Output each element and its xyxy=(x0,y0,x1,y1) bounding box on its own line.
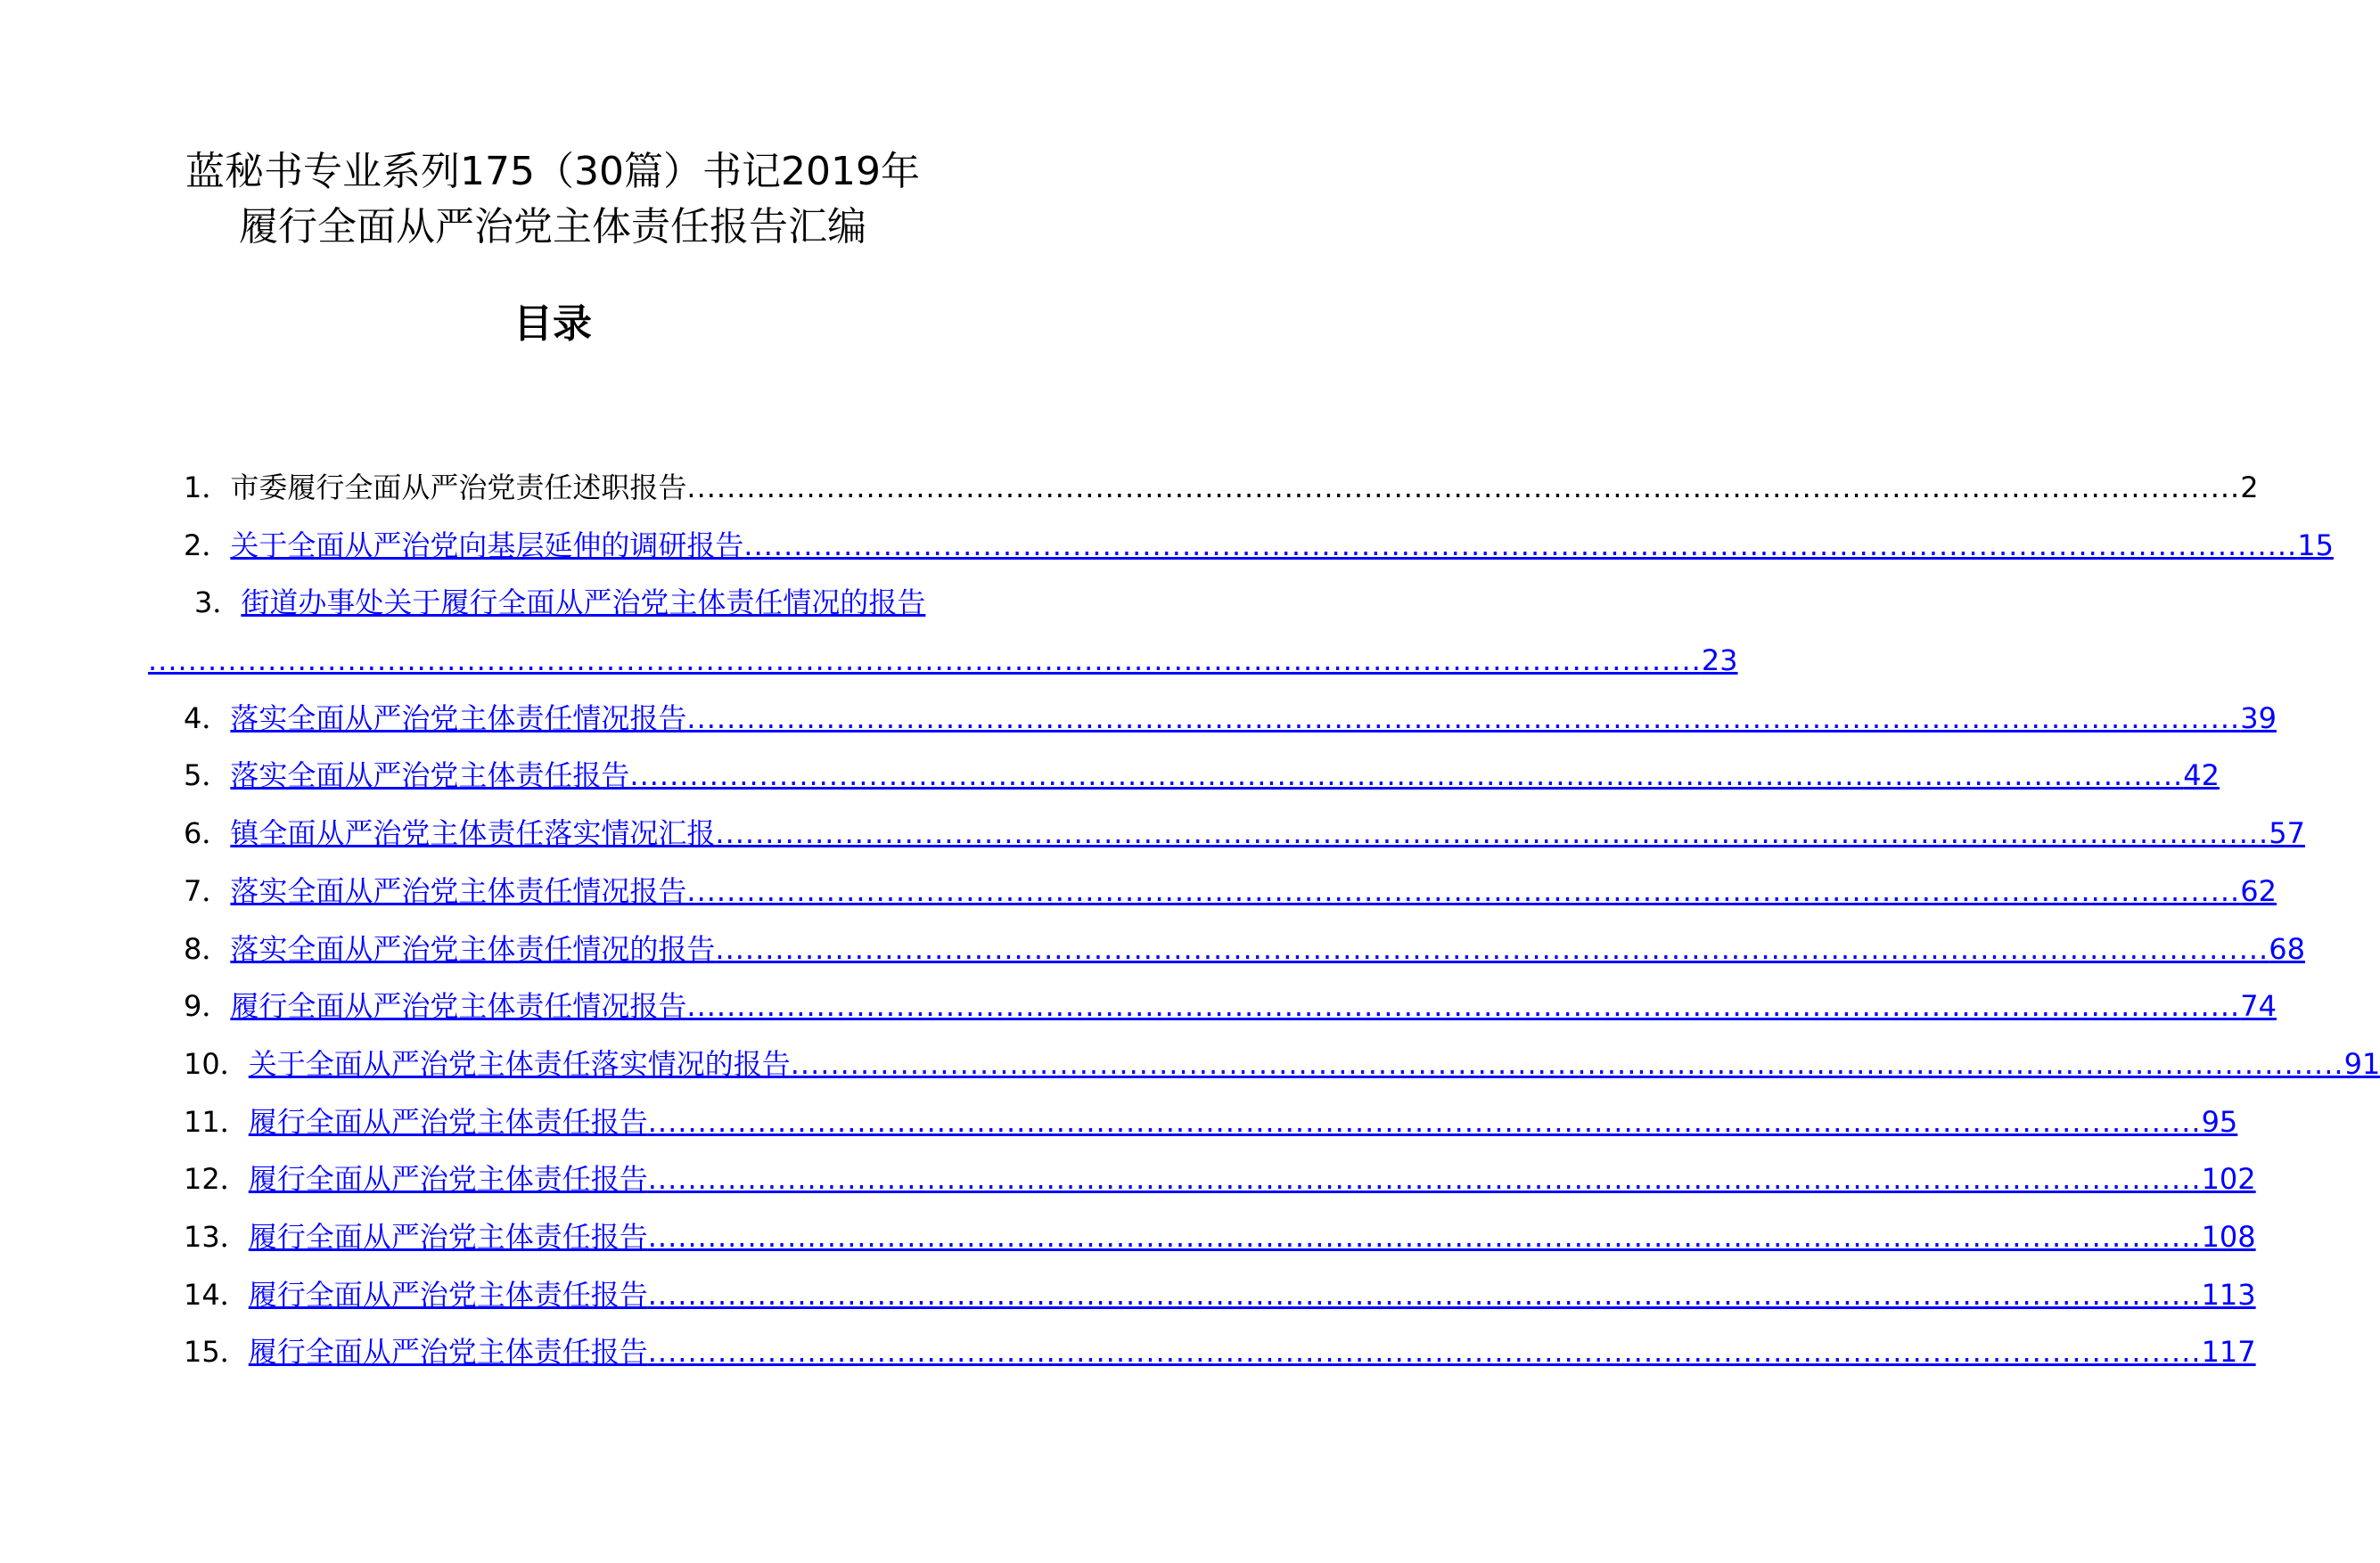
toc-entry-page[interactable]: 68 xyxy=(2269,931,2305,966)
toc-entry-page[interactable]: 62 xyxy=(2240,873,2277,908)
toc-entry-number: 10 xyxy=(184,1046,220,1081)
toc-entry-link[interactable]: 镇全面从严治党主体责任落实情况汇报 xyxy=(230,816,716,851)
toc-entry-link[interactable]: 履行全面从严治党主体责任报告 xyxy=(248,1104,648,1139)
toc-entry-page[interactable]: 15 xyxy=(2297,528,2334,562)
toc-entry-link[interactable]: 落实全面从严治党主体责任情况报告 xyxy=(230,873,687,908)
toc-entry-link[interactable]: 履行全面从严治党主体责任报告 xyxy=(248,1162,648,1197)
toc-entry-number: 12 xyxy=(184,1162,220,1197)
toc-leader-dots[interactable]: ............................................................................................................................................................ xyxy=(148,643,1702,678)
toc-entry-number: 8 xyxy=(184,931,202,966)
toc-entry-link[interactable]: 履行全面从严治党主体责任报告 xyxy=(248,1219,648,1254)
toc-leader-dots[interactable]: ............................................................................................................................................................ xyxy=(686,989,2241,1024)
toc-entry-12[interactable] xyxy=(148,1150,2256,1208)
toc-leader-dots[interactable]: ............................................................................................................................................................ xyxy=(715,816,2269,851)
toc-entry-link[interactable]: 关于全面从严治党主体责任落实情况的报告 xyxy=(248,1046,791,1081)
toc-leader-dots[interactable]: ............................................................................................................................................................ xyxy=(629,758,2184,793)
toc-entry-page[interactable]: 42 xyxy=(2183,758,2220,793)
toc-leader-dots[interactable]: ............................................................................................................................................................ xyxy=(647,1277,2202,1312)
toc-entry-15[interactable] xyxy=(148,1323,2256,1381)
toc-entry-14[interactable] xyxy=(148,1266,2256,1324)
toc-entry-number: 2 xyxy=(184,528,202,562)
toc-entry-number: 15 xyxy=(184,1335,220,1370)
table-of-contents xyxy=(148,459,2380,1381)
document-title xyxy=(89,144,1016,255)
toc-entry-title: 市委履行全面从严治党责任述职报告 xyxy=(230,471,687,504)
toc-leader-dots[interactable]: ............................................................................................................................................................ xyxy=(686,873,2241,908)
toc-entry-separator: ． xyxy=(201,758,231,793)
toc-entry-page[interactable]: 57 xyxy=(2269,816,2305,851)
toc-entry-page[interactable]: 113 xyxy=(2201,1277,2256,1312)
toc-entry-separator: ． xyxy=(201,700,231,735)
toc-entry-number: 14 xyxy=(184,1277,220,1312)
toc-entry-separator: ． xyxy=(201,873,231,908)
toc-entry-separator: ． xyxy=(219,1277,249,1312)
toc-entry-page: 2 xyxy=(2240,471,2259,504)
toc-entry-number: 9 xyxy=(184,989,202,1024)
toc-entry-separator: ． xyxy=(201,471,231,504)
toc-entry-3[interactable] xyxy=(148,574,961,632)
toc-entry-number: 11 xyxy=(184,1104,220,1139)
toc-entry-11[interactable] xyxy=(148,1093,2238,1151)
toc-entry-page[interactable]: 23 xyxy=(1701,643,1738,678)
toc-entry-link[interactable]: 落实全面从严治党主体责任报告 xyxy=(230,758,630,793)
toc-entry-separator: ． xyxy=(219,1335,249,1370)
toc-entry-10[interactable] xyxy=(148,1035,2380,1093)
toc-entry-13[interactable] xyxy=(148,1208,2256,1266)
toc-entry-separator: ． xyxy=(219,1046,249,1081)
toc-entry-separator: ． xyxy=(219,1219,249,1254)
toc-leader-dots[interactable]: ............................................................................................................................................................ xyxy=(715,931,2269,966)
toc-entry-number: 3 xyxy=(194,585,213,620)
toc-entry-number: 5 xyxy=(184,758,202,793)
toc-leader-dots[interactable]: ............................................................................................................................................................ xyxy=(743,528,2298,562)
title-line-2: 履行全面从严治党主体责任报告汇编 xyxy=(239,204,866,250)
toc-entry-9[interactable] xyxy=(148,978,2277,1035)
toc-entry-2[interactable] xyxy=(148,517,2334,575)
toc-entry-separator: ． xyxy=(201,989,231,1024)
toc-entry-page[interactable]: 91 xyxy=(2343,1046,2380,1081)
toc-entry-link[interactable]: 履行全面从严治党主体责任报告 xyxy=(248,1277,648,1312)
toc-leader-dots[interactable]: ............................................................................................................................................................ xyxy=(686,700,2241,735)
toc-entry-7[interactable] xyxy=(148,863,2277,921)
toc-entry-number: 1 xyxy=(184,471,202,504)
toc-entry-number: 7 xyxy=(184,873,202,908)
toc-entry-1 xyxy=(148,459,2259,517)
toc-heading: 目录 xyxy=(513,301,592,347)
toc-entry-page[interactable]: 95 xyxy=(2201,1104,2238,1139)
toc-entry-separator: ． xyxy=(219,1104,249,1139)
title-line-1: 蓝秘书专业系列175（30篇）书记2019年 xyxy=(185,149,920,194)
toc-entry-separator: ． xyxy=(212,585,242,620)
toc-leader-dots[interactable]: ............................................................................................................................................................ xyxy=(647,1162,2202,1197)
toc-leader-dots[interactable]: ............................................................................................................................................................ xyxy=(647,1219,2202,1254)
toc-entry-page[interactable]: 102 xyxy=(2201,1162,2256,1197)
toc-entry-3-continuation[interactable] xyxy=(148,632,1738,690)
toc-entry-link[interactable]: 履行全面从严治党主体责任报告 xyxy=(248,1335,648,1370)
toc-entry-separator: ． xyxy=(219,1162,249,1197)
toc-entry-link[interactable]: 落实全面从严治党主体责任情况报告 xyxy=(230,700,687,735)
toc-entry-link[interactable]: 街道办事处关于履行全面从严治党主体责任情况的报告 xyxy=(241,585,926,620)
toc-entry-page[interactable]: 74 xyxy=(2240,989,2277,1024)
toc-entry-separator: ． xyxy=(201,931,231,966)
toc-entry-number: 4 xyxy=(184,700,202,735)
toc-entry-link[interactable]: 落实全面从严治党主体责任情况的报告 xyxy=(230,931,716,966)
toc-entry-6[interactable] xyxy=(148,805,2305,863)
toc-entry-4[interactable] xyxy=(148,690,2277,748)
toc-entry-page[interactable]: 39 xyxy=(2240,700,2277,735)
toc-entry-number: 6 xyxy=(184,816,202,851)
toc-leader-dots[interactable]: ............................................................................................................................................................ xyxy=(647,1104,2202,1139)
toc-entry-5[interactable] xyxy=(148,747,2220,805)
toc-entry-page[interactable]: 117 xyxy=(2201,1335,2256,1370)
toc-leader-dots[interactable]: ............................................................................................................................................................ xyxy=(790,1046,2344,1081)
toc-leader-dots[interactable]: ............................................................................................................................................................ xyxy=(647,1335,2202,1370)
toc-entry-separator: ． xyxy=(201,528,231,562)
toc-entry-8[interactable] xyxy=(148,921,2305,978)
toc-entry-number: 13 xyxy=(184,1219,220,1254)
toc-entry-separator: ． xyxy=(201,816,231,851)
toc-leader-dots: ............................................................................................................................................................ xyxy=(686,471,2241,504)
toc-entry-link[interactable]: 关于全面从严治党向基层延伸的调研报告 xyxy=(230,528,744,562)
toc-entry-page[interactable]: 108 xyxy=(2201,1219,2256,1254)
toc-entry-link[interactable]: 履行全面从严治党主体责任情况报告 xyxy=(230,989,687,1024)
